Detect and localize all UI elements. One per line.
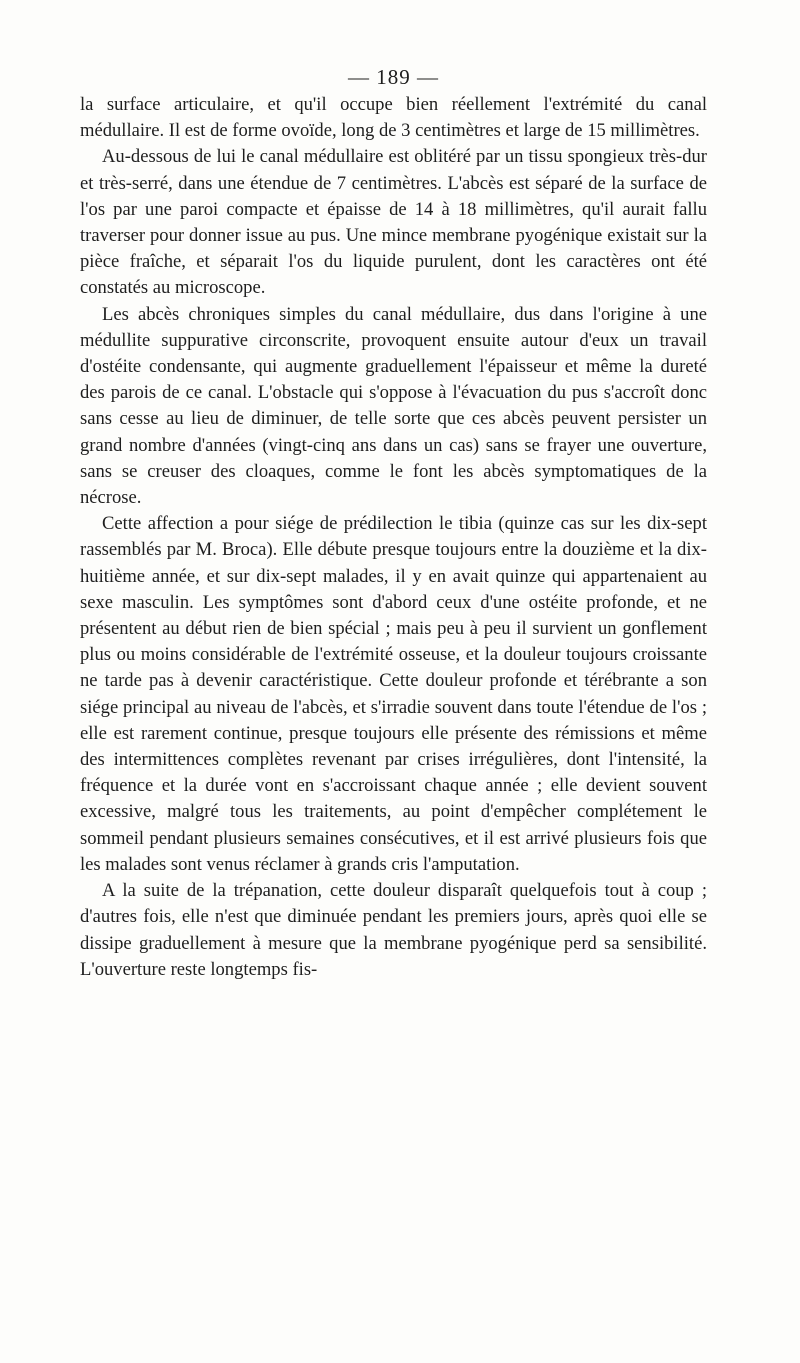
paragraph-chronic-abscesses: Les abcès chroniques simples du canal médullaire, dus dans l'origine à une médullite suppurative circonscrite, provoquent ensuite autour d'eux un travail d'ostéite condensante, qui augmente graduellement l'épaisseur et même la dureté des parois de ce canal. L'obstacle qui s'oppose à l'évacuation du pus s'accroît donc sans cesse au lieu de diminuer, de telle sorte que ces abcès peuvent persister un grand nombre d'années (vingt-cinq ans dans un cas) sans se frayer une ouverture, sans se creuser des cloaques, comme le font les abcès symptomatiques de la nécrose. [80, 303, 707, 509]
paragraph-trepanation: A la suite de la trépanation, cette douleur disparaît quelquefois tout à coup ; d'autres fois, elle n'est que diminuée pendant les premiers jours, après quoi elle se dissipe graduellement à mesure que la membrane pyogénique perd sa sensibilité. L'ouverture reste longtemps fis- [80, 880, 707, 980]
paragraph-affection-tibia: Cette affection a pour siége de prédilection le tibia (quinze cas sur les dix-sept rassemblés par M. Broca). Elle débute presque toujours entre la douzième et la dix-huitième année, et sur dix-sept malades, il y en avait quinze qui appartenaient au sexe masculin. Les symptômes sont d'abord ceux d'une ostéite profonde, et ne présentent au début rien de bien spécial ; mais peu à peu il survient un gonflement plus ou moins considérable de l'extrémité osseuse, et la douleur toujours croissante ne tarde pas à devenir caractéristique. Cette douleur profonde et térébrante a son siége principal au niveau de l'abcès, et s'irradie souvent dans toute l'étendue de l'os ; elle est rarement continue, presque toujours elle présente des rémissions et même des intermittences complètes revenant par crises irrégulières, dont l'intensité, la fréquence et la durée vont en s'accroissant chaque année ; elle devient souvent excessive, malgré tous les traitements, au point d'empêcher complétement le sommeil pendant plusieurs semaines consécutives, et il est arrivé plusieurs fois que les malades sont venus réclamer à grands cris l'amputation. [80, 513, 707, 875]
page-number: — 189 — [348, 65, 439, 89]
paragraph-abscess-description: Au-dessous de lui le canal médullaire est oblitéré par un tissu spongieux très-dur et très-serré, dans une étendue de 7 centimètres. L'abcès est séparé de la surface de l'os par une paroi compacte et épaisse de 14 à 18 millimètres, qu'il aurait fallu traverser pour donner issue au pus. Une mince membrane pyogénique existait sur la pièce fraîche, et séparait l'os du liquide purulent, dont les caractères ont été constatés au microscope. [80, 146, 707, 299]
paragraph-continuation: la surface articulaire, et qu'il occupe bien réellement l'extrémité du canal médullaire. Il est de forme ovoïde, long de 3 centimètres et large de 15 millimètres. [80, 94, 707, 142]
book-page [80, 62, 707, 983]
